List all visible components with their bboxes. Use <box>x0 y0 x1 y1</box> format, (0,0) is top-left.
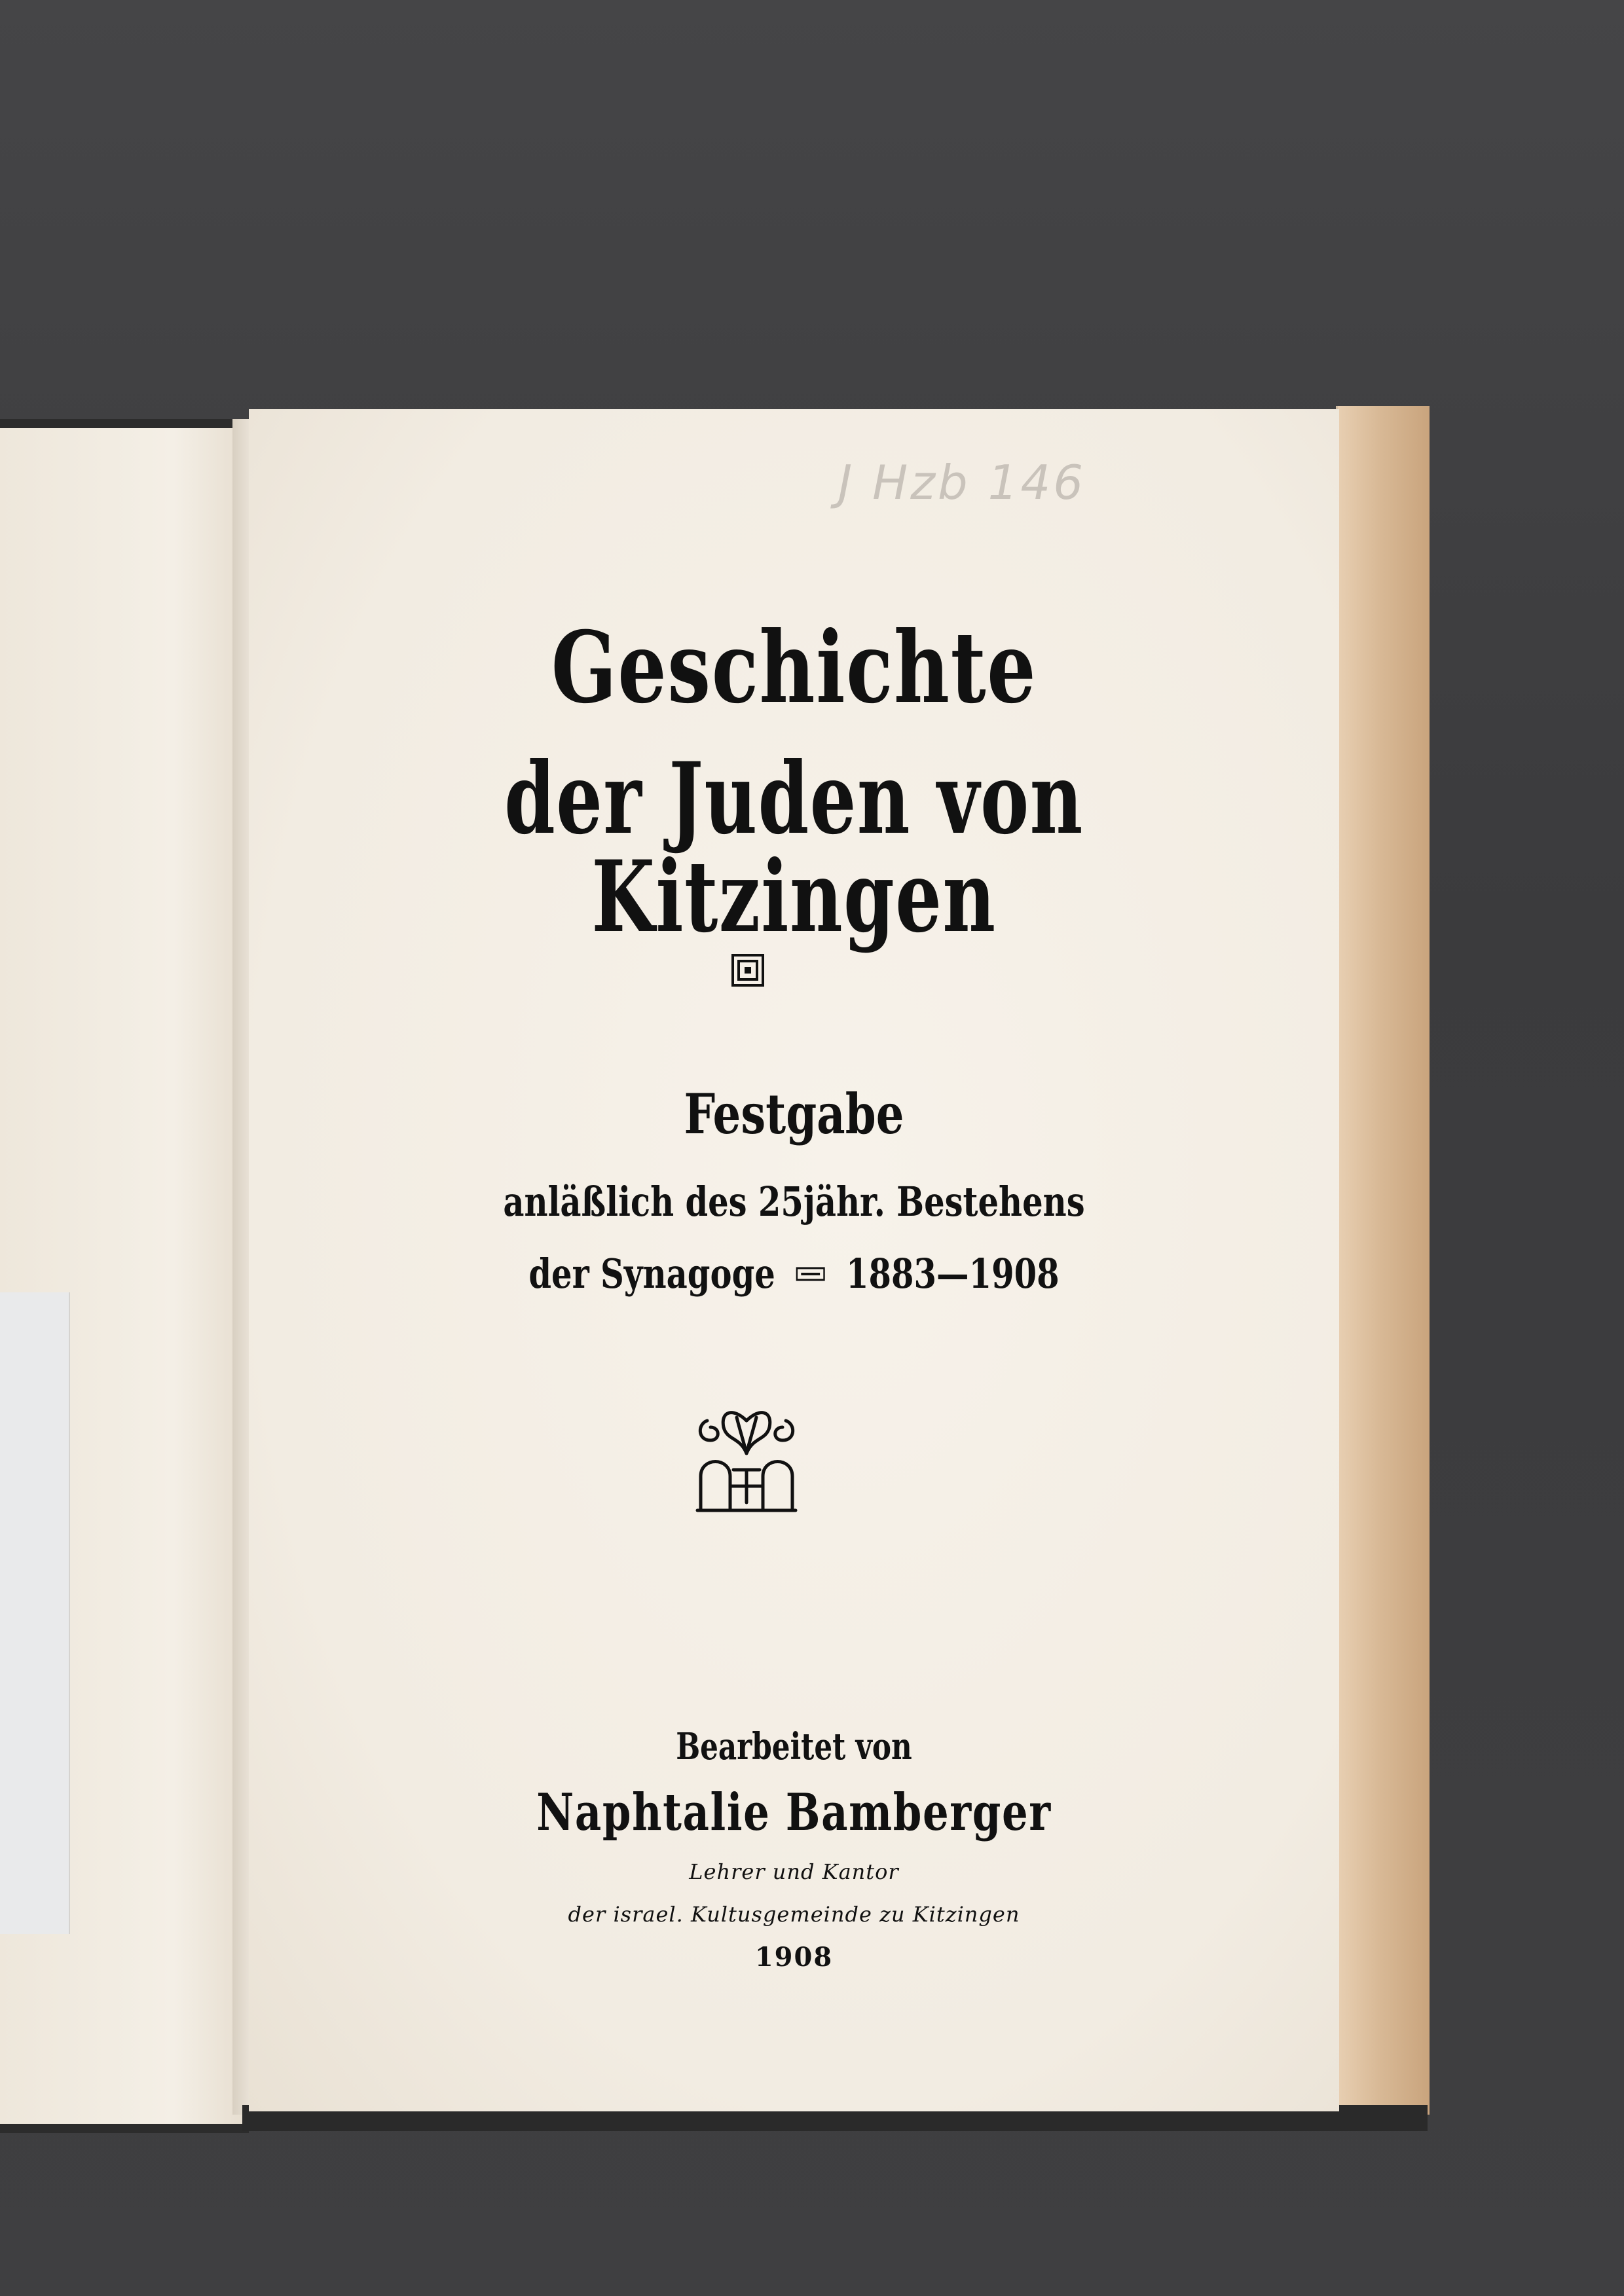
left-page-inlay <box>0 1292 70 1934</box>
dash-ornament-icon <box>796 1267 825 1281</box>
occasion-synagogue: der Synagoge <box>528 1250 775 1298</box>
occasion-line-1: anläßlich des 25jähr. Bestehens <box>503 1178 1085 1226</box>
festgabe-heading: Festgabe <box>684 1082 904 1146</box>
title-line-2: der Juden von Kitzingen <box>504 741 1084 955</box>
square-ornament-icon <box>731 954 764 987</box>
pencil-shelfmark: J Hzb 146 <box>838 455 1086 510</box>
edited-by-label: Bearbeitet von <box>676 1725 912 1768</box>
title-page <box>249 409 1339 2111</box>
author-role-2: der israel. Kultusgemeinde zu Kitzingen <box>568 1902 1020 1927</box>
publication-year: 1908 <box>754 1942 834 1973</box>
art-nouveau-emblem-icon <box>694 1404 799 1512</box>
title-line-1: Geschichte <box>551 610 1037 725</box>
occasion-line-2 <box>358 1250 1230 1298</box>
left-page <box>0 419 249 2133</box>
occasion-years: 1883—1908 <box>845 1250 1060 1298</box>
author-role-1: Lehrer und Kantor <box>689 1859 899 1884</box>
page-edges <box>1336 406 1430 2115</box>
author-name: Naphtalie Bamberger <box>536 1783 1052 1842</box>
